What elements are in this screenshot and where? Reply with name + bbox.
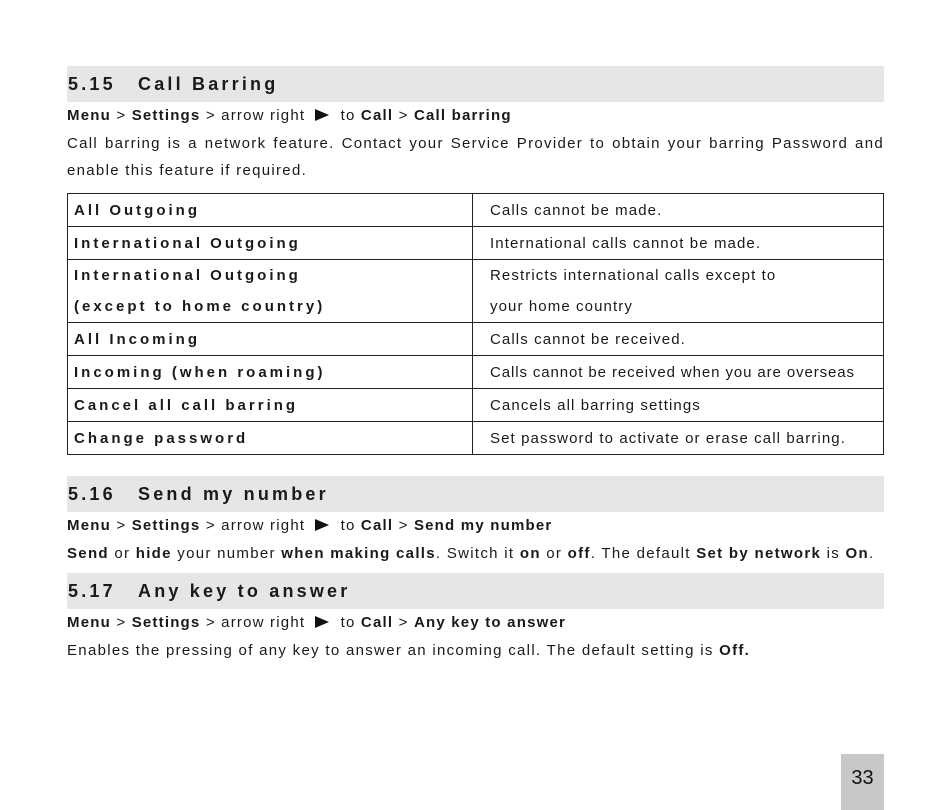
barring-option-line2: (except to home country) bbox=[74, 298, 326, 315]
menu-path-send-my-number bbox=[67, 512, 884, 540]
barring-option: Cancel all call barring bbox=[68, 389, 473, 422]
menu-path-separator: > bbox=[398, 107, 409, 124]
barring-description: Set password to activate or erase call barring. bbox=[473, 422, 884, 455]
text-fragment: or bbox=[108, 545, 136, 562]
menu-path-separator: > bbox=[398, 614, 409, 631]
barring-description: Calls cannot be received. bbox=[473, 323, 884, 356]
section-number: 5.17 bbox=[68, 581, 116, 601]
arrow-right-icon bbox=[315, 513, 329, 525]
barring-description: Calls cannot be received when you are overseas bbox=[473, 356, 884, 389]
keyword-on: on bbox=[519, 545, 541, 562]
barring-option: Incoming (when roaming) bbox=[68, 356, 473, 389]
barring-description-line1: Restricts international calls except to bbox=[490, 267, 777, 284]
table-row bbox=[68, 227, 884, 260]
table-row bbox=[68, 389, 884, 422]
barring-description: Calls cannot be made. bbox=[473, 194, 884, 227]
keyword-when-making-calls: when making calls bbox=[281, 545, 436, 562]
menu-path-settings: Settings bbox=[131, 517, 201, 534]
table-row bbox=[68, 422, 884, 455]
menu-path-menu: Menu bbox=[67, 107, 111, 124]
arrow-right-icon bbox=[315, 610, 329, 622]
text-fragment: is bbox=[821, 545, 846, 562]
text-fragment: or bbox=[540, 545, 568, 562]
section-title: Call Barring bbox=[138, 74, 279, 94]
menu-path-call: Call bbox=[360, 614, 394, 631]
barring-description-line2: your home country bbox=[490, 298, 633, 315]
menu-path-call: Call bbox=[360, 517, 394, 534]
keyword-set-by-network: Set by network bbox=[696, 545, 822, 562]
menu-path-call-barring bbox=[67, 102, 884, 130]
table-row bbox=[68, 194, 884, 227]
menu-path-to: to bbox=[340, 107, 356, 124]
manual-page bbox=[67, 66, 884, 664]
section-heading-call-barring bbox=[67, 66, 884, 102]
barring-option-line1: International Outgoing bbox=[74, 267, 301, 284]
menu-path-separator: > bbox=[116, 107, 127, 124]
section-number: 5.16 bbox=[68, 484, 116, 504]
spacer bbox=[67, 455, 884, 476]
menu-path-arrow-text: > arrow right bbox=[205, 107, 306, 124]
text-fragment: Enables the pressing of any key to answer an incoming call. The default setting is bbox=[67, 642, 720, 659]
menu-path-separator: > bbox=[116, 517, 127, 534]
send-my-number-description bbox=[67, 540, 884, 567]
call-barring-description: Call barring is a network feature. Contact your Service Provider to obtain your barring Password and enable this feature if required. bbox=[67, 135, 884, 179]
keyword-off-value: Off. bbox=[719, 642, 751, 659]
keyword-send: Send bbox=[67, 545, 109, 562]
barring-description: Cancels all barring settings bbox=[473, 389, 884, 422]
barring-option: All Outgoing bbox=[68, 194, 473, 227]
menu-path-call: Call bbox=[360, 107, 394, 124]
section-number: 5.15 bbox=[68, 74, 116, 94]
menu-path-target: Any key to answer bbox=[413, 614, 567, 631]
section-heading-send-my-number bbox=[67, 476, 884, 512]
barring-description: International calls cannot be made. bbox=[473, 227, 884, 260]
menu-path-target: Call barring bbox=[413, 107, 512, 124]
menu-path-settings: Settings bbox=[131, 107, 201, 124]
menu-path-to: to bbox=[340, 517, 356, 534]
menu-path-settings: Settings bbox=[131, 614, 201, 631]
table-row bbox=[68, 356, 884, 389]
keyword-off: off bbox=[567, 545, 591, 562]
section-heading-any-key-to-answer bbox=[67, 573, 884, 609]
text-fragment: . Switch it bbox=[435, 545, 520, 562]
menu-path-arrow-text: > arrow right bbox=[205, 614, 306, 631]
table-row bbox=[68, 323, 884, 356]
text-fragment: . bbox=[868, 545, 875, 562]
barring-option: Change password bbox=[68, 422, 473, 455]
menu-path-target: Send my number bbox=[413, 517, 553, 534]
menu-path-arrow-text: > arrow right bbox=[205, 517, 306, 534]
menu-path-separator: > bbox=[398, 517, 409, 534]
text-fragment: . The default bbox=[590, 545, 697, 562]
keyword-hide: hide bbox=[135, 545, 172, 562]
menu-path-any-key-to-answer bbox=[67, 609, 884, 637]
keyword-on-value: On bbox=[845, 545, 869, 562]
table-row bbox=[68, 260, 884, 323]
menu-path-menu: Menu bbox=[67, 614, 111, 631]
barring-option: International Outgoing bbox=[68, 227, 473, 260]
section-title: Any key to answer bbox=[138, 581, 351, 601]
menu-path-separator: > bbox=[116, 614, 127, 631]
page-number: 33 bbox=[841, 754, 884, 810]
arrow-right-icon bbox=[315, 103, 329, 115]
menu-path-to: to bbox=[340, 614, 356, 631]
barring-option bbox=[68, 260, 473, 323]
section-title: Send my number bbox=[138, 484, 329, 504]
any-key-description bbox=[67, 637, 884, 664]
barring-option: All Incoming bbox=[68, 323, 473, 356]
call-barring-table bbox=[67, 193, 884, 455]
menu-path-menu: Menu bbox=[67, 517, 111, 534]
text-fragment: your number bbox=[171, 545, 282, 562]
barring-description bbox=[473, 260, 884, 323]
